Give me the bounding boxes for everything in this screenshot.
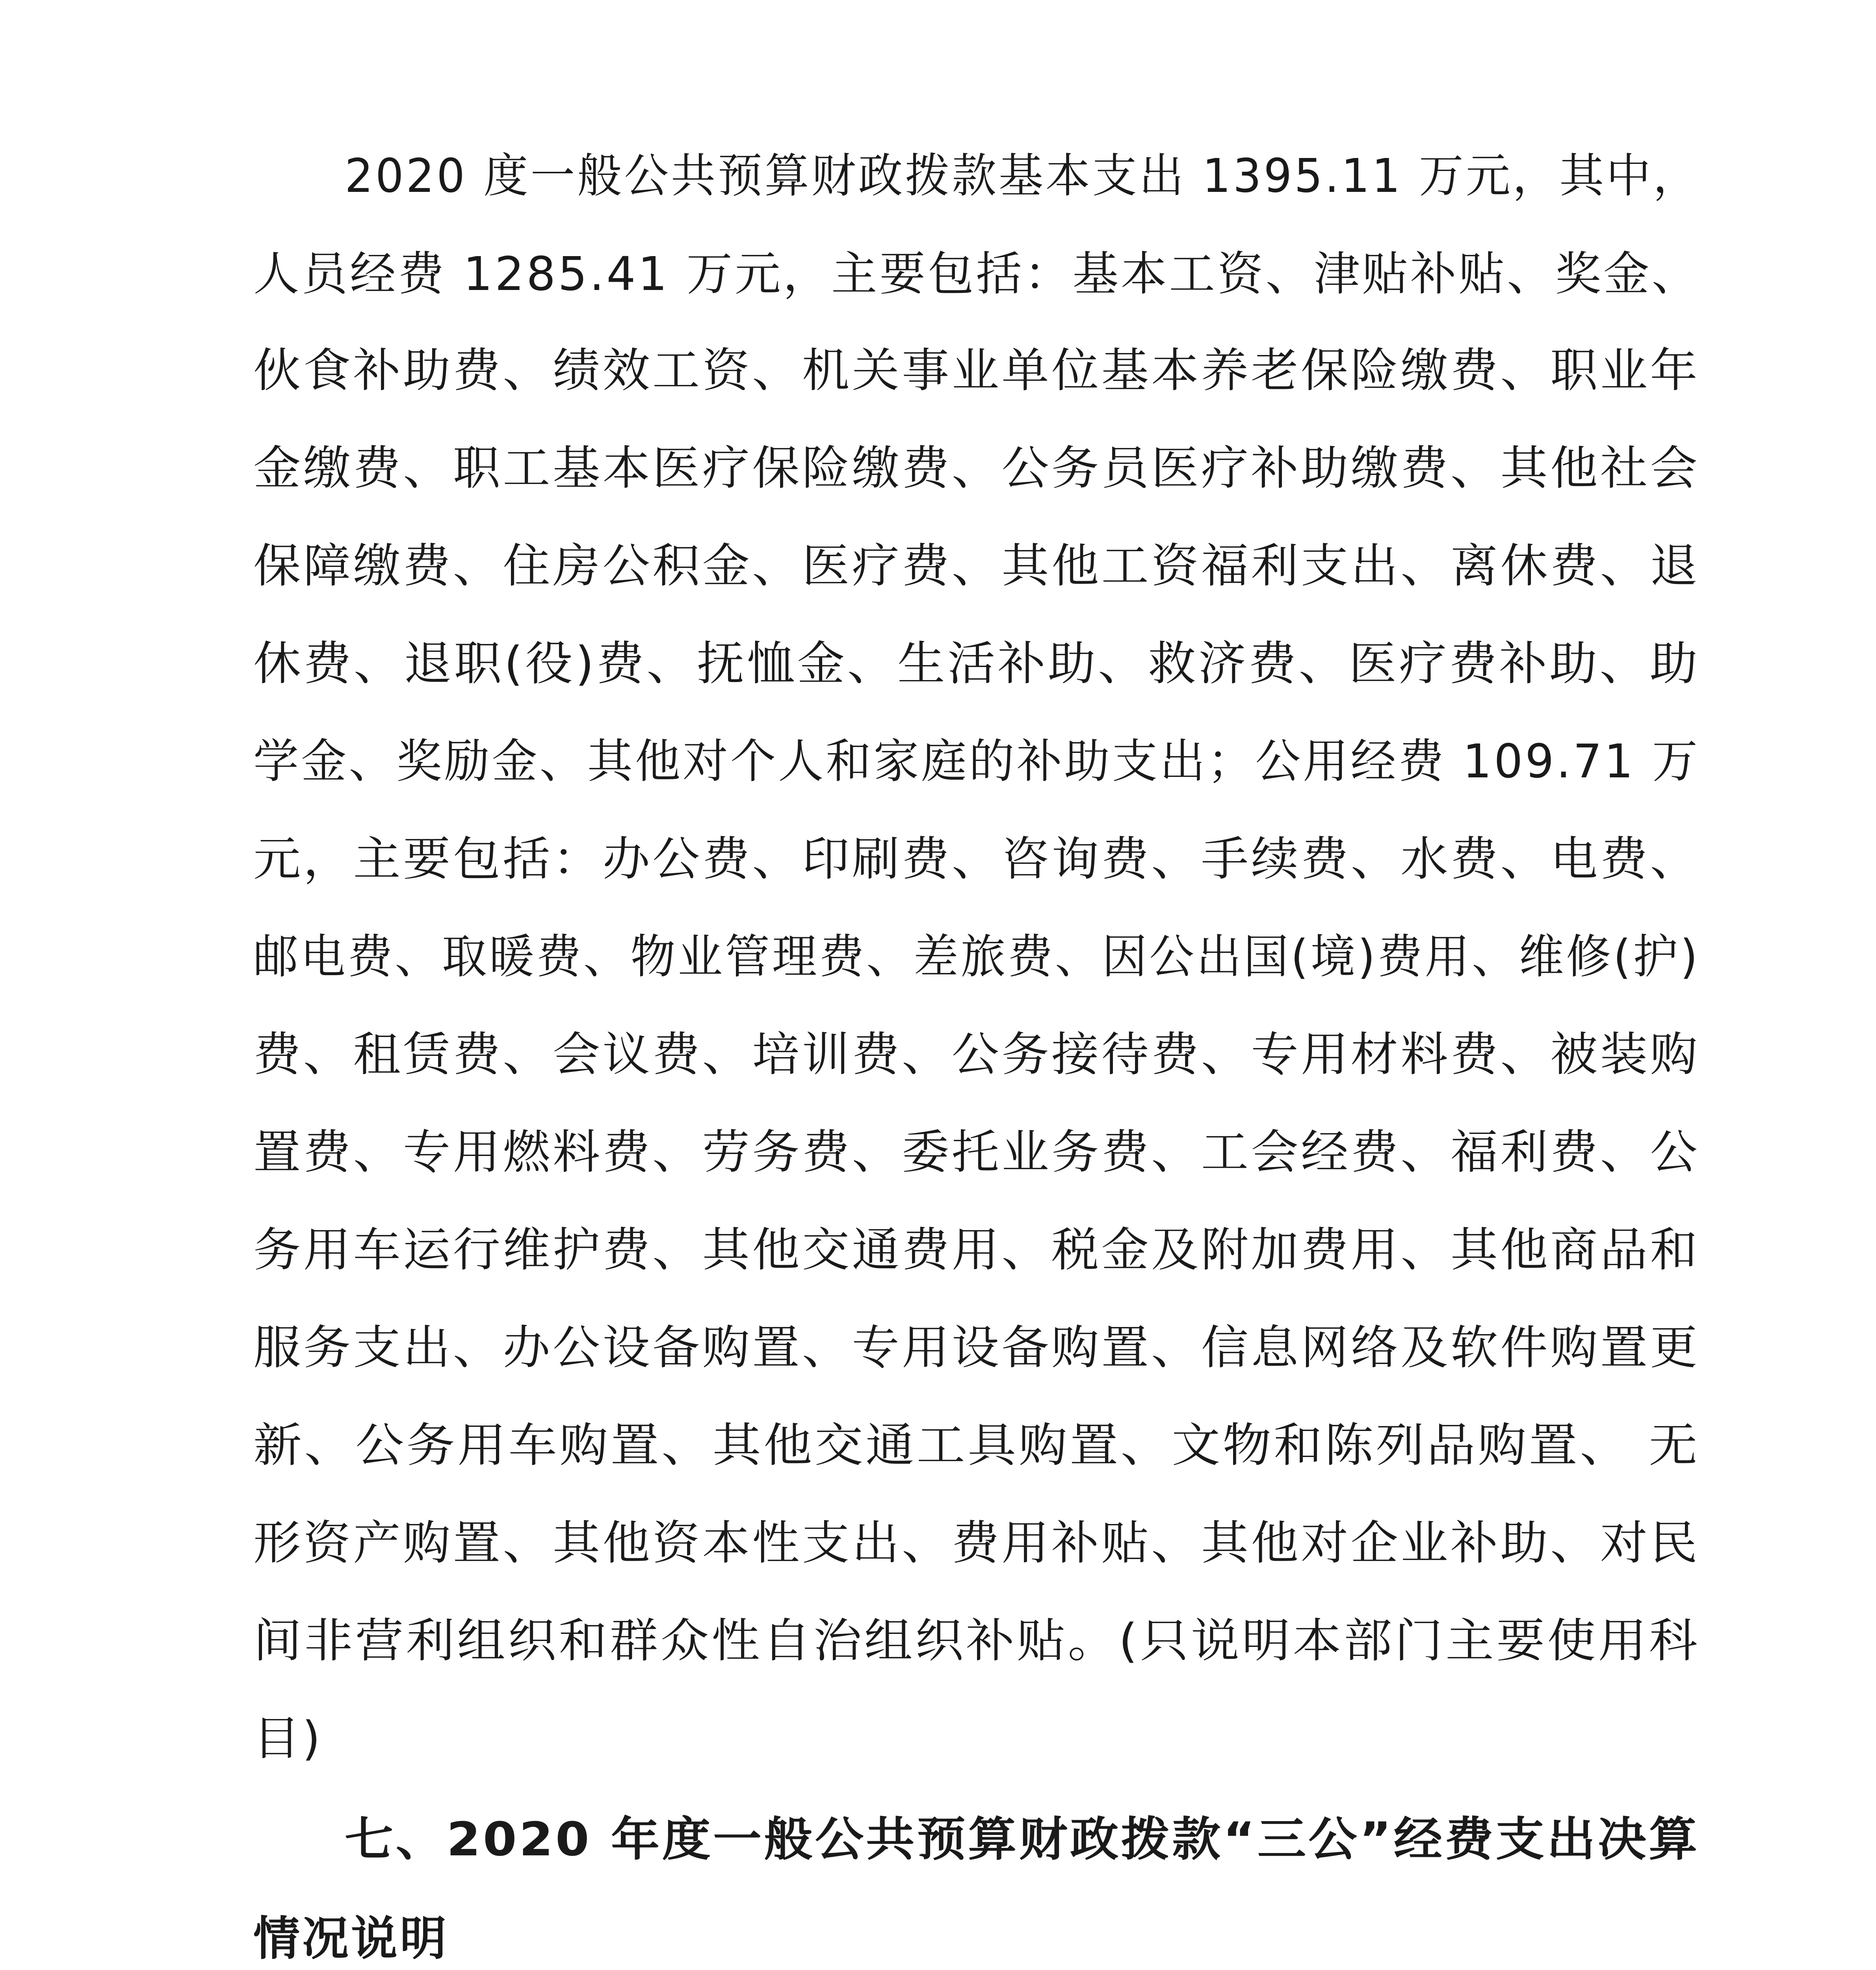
- body-text: 务用车运行维护费、其他交通费用、税金及附加费用、其他商品和: [253, 1223, 1700, 1277]
- body-text: 人员经费 1285.41 万元，主要包括：基本工资、津贴补贴、奖金、: [253, 247, 1700, 301]
- body-text: 置费、专用燃料费、劳务费、委托业务费、工会经费、福利费、公: [253, 1125, 1700, 1179]
- body-text: 元，主要包括：办公费、印刷费、咨询费、手续费、水费、电费、: [253, 832, 1700, 886]
- body-line: [0, 1124, 1876, 1180]
- body-line: [0, 343, 1876, 398]
- body-line: [0, 1418, 1876, 1473]
- body-line: [0, 929, 1876, 984]
- body-line: [0, 148, 1876, 203]
- body-text: 费、租赁费、会议费、培训费、公务接待费、专用材料费、被装购: [253, 1027, 1700, 1082]
- body-text: 形资产购置、其他资本性支出、费用补贴、其他对企业补助、对民: [253, 1516, 1700, 1570]
- body-line: [0, 538, 1876, 593]
- body-text: 学金、奖励金、其他对个人和家庭的补助支出；公用经费 109.71 万: [253, 734, 1700, 788]
- body-text: 保障缴费、住房公积金、医疗费、其他工资福利支出、离休费、退: [253, 539, 1700, 593]
- body-line: [0, 246, 1876, 301]
- section-heading-line: [0, 1911, 1876, 1966]
- body-text: 金缴费、职工基本医疗保险缴费、公务员医疗补助缴费、其他社会: [253, 441, 1700, 495]
- body-line: [0, 1320, 1876, 1375]
- body-text: 目): [253, 1711, 323, 1766]
- section-heading-line: [0, 1812, 1876, 1867]
- body-line: [0, 1515, 1876, 1570]
- body-line: [0, 1613, 1876, 1668]
- body-line: [0, 1027, 1876, 1082]
- section-heading-text: 七、2020 年度一般公共预算财政拨款“三公”经费支出决算: [345, 1812, 1700, 1866]
- body-text: 新、公务用车购置、其他交通工具购置、文物和陈列品购置、 无: [253, 1418, 1700, 1472]
- body-text: 休费、退职(役)费、抚恤金、生活补助、救济费、医疗费补助、助: [253, 636, 1700, 691]
- body-text: 邮电费、取暖费、物业管理费、差旅费、因公出国(境)费用、维修(护): [253, 929, 1700, 984]
- section-heading-text: 情况说明: [253, 1911, 449, 1966]
- body-line: [0, 440, 1876, 496]
- body-line: [0, 1222, 1876, 1277]
- body-text: 间非营利组织和群众性自治组织补贴。(只说明本部门主要使用科: [253, 1613, 1700, 1668]
- body-text: 伙食补助费、绩效工资、机关事业单位基本养老保险缴费、职业年: [253, 343, 1700, 398]
- body-text: 2020 度一般公共预算财政拨款基本支出 1395.11 万元，其中，: [345, 149, 1700, 203]
- body-text: 服务支出、办公设备购置、专用设备购置、信息网络及软件购置更: [253, 1320, 1700, 1375]
- body-line: [0, 734, 1876, 789]
- body-line: [0, 636, 1876, 691]
- body-line: [0, 831, 1876, 886]
- body-line: [0, 1711, 1876, 1766]
